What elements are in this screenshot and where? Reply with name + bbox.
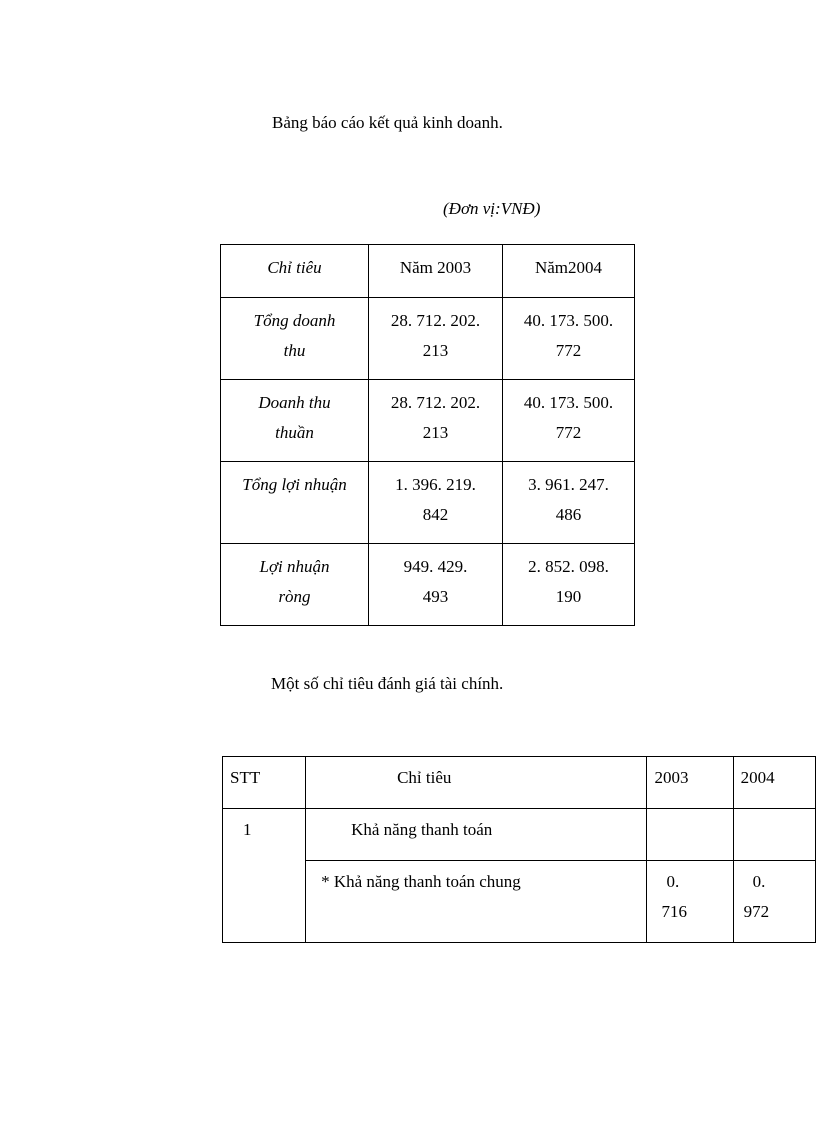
row-label: * Khả năng thanh toán chung <box>306 861 647 943</box>
value-2004: 40. 173. 500. 772 <box>503 298 635 380</box>
row-label: Khả năng thanh toán <box>306 809 647 861</box>
row-label: Doanh thu thuần <box>221 380 369 462</box>
row-label: Tổng lợi nhuận <box>221 462 369 544</box>
table-row <box>221 380 635 462</box>
value-2004: 0. 972 <box>733 861 815 943</box>
header-indicator: Chỉ tiêu <box>306 757 647 809</box>
report-title: Bảng báo cáo kết quả kinh doanh. <box>272 113 503 132</box>
row-label: Lợi nhuận ròng <box>221 544 369 626</box>
header-2003: Năm 2003 <box>369 245 503 298</box>
value-2004: 40. 173. 500. 772 <box>503 380 635 462</box>
value-2004: 3. 961. 247. 486 <box>503 462 635 544</box>
header-stt: STT <box>223 757 306 809</box>
table-row <box>221 462 635 544</box>
value-2003: 0. 716 <box>647 861 733 943</box>
table-header-row <box>223 757 816 809</box>
table-header-row <box>221 245 635 298</box>
stt-cell: 1 <box>223 809 306 943</box>
header-indicator: Chỉ tiêu <box>221 245 369 298</box>
row-label: Tổng doanh thu <box>221 298 369 380</box>
table-row <box>221 544 635 626</box>
value-2003: 949. 429. 493 <box>369 544 503 626</box>
business-results-table <box>220 244 635 626</box>
unit-note: (Đơn vị:VNĐ) <box>443 199 541 218</box>
table-row <box>221 298 635 380</box>
value-2003: 1. 396. 219. 842 <box>369 462 503 544</box>
table-row <box>223 809 816 861</box>
value-2003: 28. 712. 202. 213 <box>369 298 503 380</box>
financial-indicators-table <box>222 756 816 943</box>
finance-title: Một số chỉ tiêu đánh giá tài chính. <box>271 674 504 693</box>
table-row <box>223 861 816 943</box>
value-2003 <box>647 809 733 861</box>
value-2004 <box>733 809 815 861</box>
header-2004: 2004 <box>733 757 815 809</box>
value-2004: 2. 852. 098. 190 <box>503 544 635 626</box>
header-2003: 2003 <box>647 757 733 809</box>
header-2004: Năm2004 <box>503 245 635 298</box>
value-2003: 28. 712. 202. 213 <box>369 380 503 462</box>
